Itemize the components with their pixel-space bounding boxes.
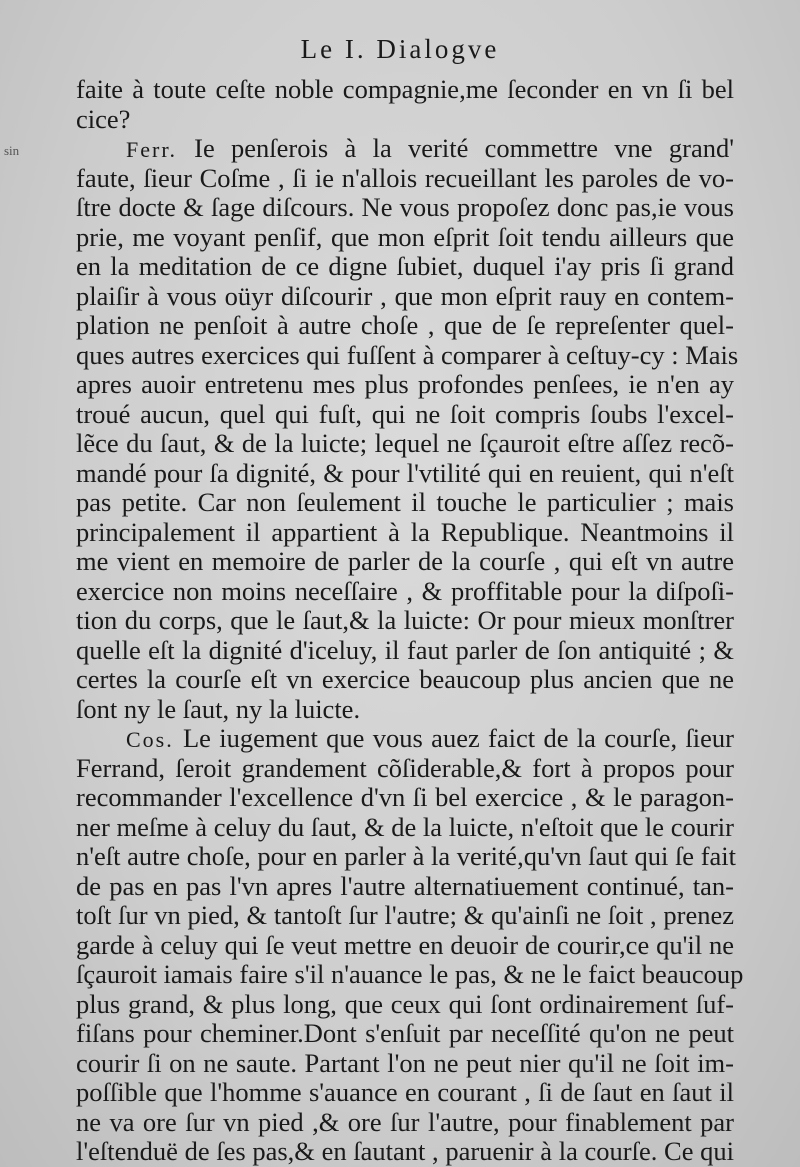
text-line — [76, 605, 734, 635]
line-text: plaiſir à vous oüyr diſcourir , que mon eſprit rauy en contem- — [76, 280, 734, 311]
text-line — [76, 871, 734, 901]
line-text: ſtre docte & ſage diſcours. Ne vous propoſez donc pas,ie vous — [76, 192, 734, 222]
line-text: en la meditation de ce digne ſubiet, duquel i'ay pris ſi grand — [76, 251, 734, 281]
text-line — [76, 841, 737, 871]
line-text: tion du corps, que le ſaut,& la luicte: Or pour mieux monſtrer — [76, 605, 734, 635]
line-text: ner meſme à celuy du ſaut, & de la luicte, n'eſtoit que le courir — [76, 811, 734, 842]
line-text: lẽce du ſaut, & de la luicte; lequel ne ſçauroit eſtre aſſez recõ- — [76, 428, 734, 458]
text-line — [76, 251, 734, 281]
line-text: apres auoir entretenu mes plus profondes penſees, ie n'en ay — [76, 369, 734, 399]
line-text: plation ne penſoit à autre choſe , que de ſe repreſenter quel- — [76, 310, 734, 340]
text-line — [76, 339, 739, 370]
line-text: faute, ſieur Coſme , ſi ie n'allois recueillant les paroles de vo- — [76, 162, 734, 193]
text-line — [76, 1048, 734, 1078]
speaker-name: Ferr. — [126, 137, 195, 162]
line-text: n'eſt autre choſe, pour en parler à la verité,qu'vn ſaut qui ſe fait — [76, 841, 737, 871]
text-line — [76, 989, 734, 1019]
text-line — [76, 369, 734, 399]
text-line — [76, 1136, 734, 1166]
text-line — [76, 576, 734, 606]
line-text: cice? — [76, 103, 131, 134]
text-line — [76, 1018, 734, 1048]
line-text: troué aucun, quel qui fuſt, qui ne ſoit compris ſoubs l'excel- — [76, 398, 734, 429]
text-line — [126, 723, 734, 755]
line-text: ne va ore ſur vn pied ,& ore ſur l'autre, pour finablement par — [76, 1106, 734, 1137]
line-text: plus grand, & plus long, que ceux qui ſont ordinairement ſuf- — [76, 988, 734, 1019]
text-line — [76, 782, 734, 812]
line-text: prie, me voyant penſif, que mon eſprit ſoit tendu ailleurs que — [76, 221, 734, 252]
line-text: Ie penſerois à la verité commettre vne grand' — [194, 133, 734, 163]
text-line — [76, 694, 734, 724]
text-line — [76, 753, 734, 783]
line-text: pas petite. Car non ſeulement il touche le particulier ; mais — [76, 487, 734, 517]
text-line — [76, 310, 734, 340]
margin-note: sin — [4, 143, 20, 158]
text-line — [76, 487, 734, 517]
line-text: poſſible que l'homme s'auance en courant , ſi de ſaut en ſaut il — [76, 1077, 734, 1107]
running-head: Le I. Dialogve — [300, 34, 500, 64]
text-line — [76, 664, 734, 694]
text-line — [76, 517, 734, 547]
text-line — [76, 546, 734, 576]
text-line — [76, 428, 734, 458]
line-text: exercice non moins neceſſaire , & proffitable pour la diſpoſi- — [76, 575, 734, 606]
line-text: certes la courſe eſt vn exercice beaucoup plus ancien que ne — [76, 664, 734, 694]
text-line — [76, 458, 734, 488]
text-line — [76, 74, 734, 104]
line-text: l'eſtenduë de ſes pas,& en ſautant , paruenir à la courſe. Ce qui — [76, 1136, 734, 1166]
text-line — [76, 959, 744, 989]
line-text: mandé pour ſa dignité, & pour l'vtilité qui en reuient, qui n'eſt — [76, 457, 734, 488]
line-text: de pas en pas l'vn apres l'autre alternatiuement continué, tan- — [76, 870, 734, 901]
line-text: recommander l'excellence d'vn ſi bel exercice , & le paragon- — [76, 782, 734, 812]
text-line — [76, 1107, 734, 1137]
line-text: ſçauroit iamais faire s'il n'auance le pas, & ne le faict beaucoup — [76, 959, 744, 989]
text-line — [76, 192, 734, 222]
line-text: fiſans pour cheminer.Dont s'enſuit par neceſſité qu'on ne peut — [76, 1018, 734, 1048]
line-text: garde à celuy qui ſe veut mettre en deuoir de courir,ce qu'il ne — [76, 929, 734, 960]
text-line — [76, 900, 734, 930]
text-line — [76, 163, 734, 193]
text-line — [76, 635, 734, 665]
line-text: ques autres exercices qui fuſſent à comparer à ceſtuy-cy : Mais — [76, 339, 739, 370]
line-text: principalement il appartient à la Republique. Neantmoins il — [76, 516, 734, 547]
text-line — [76, 399, 734, 429]
text-line — [76, 1077, 734, 1107]
text-line — [76, 222, 734, 252]
speaker-name: Cos. — [126, 727, 183, 752]
line-text: me vient en memoire de parler de la courſe , qui eſt vn autre — [76, 546, 734, 576]
text-line — [76, 104, 734, 134]
line-text: courir ſi on ne saute. Partant l'on ne peut nier qu'il ne ſoit im- — [76, 1047, 734, 1078]
text-line — [76, 812, 734, 842]
line-text: faite à toute ceſte noble compagnie,me ſeconder en vn ſi bel — [76, 74, 734, 104]
line-text: toſt ſur vn pied, & tantoſt ſur l'autre; & qu'ainſi ne ſoit , prenez — [76, 900, 734, 930]
line-text: quelle eſt la dignité d'iceluy, il faut parler de ſon antiquité ; & — [76, 634, 734, 665]
text-line — [76, 930, 734, 960]
line-text: ſont ny le ſaut, ny la luicte. — [76, 693, 361, 724]
line-text: Ferrand, ſeroit grandement cõſiderable,& fort à propos pour — [76, 752, 734, 783]
line-text: Le iugement que vous auez faict de la courſe, ſieur — [182, 723, 734, 753]
text-line — [126, 133, 734, 165]
text-line — [76, 281, 734, 311]
